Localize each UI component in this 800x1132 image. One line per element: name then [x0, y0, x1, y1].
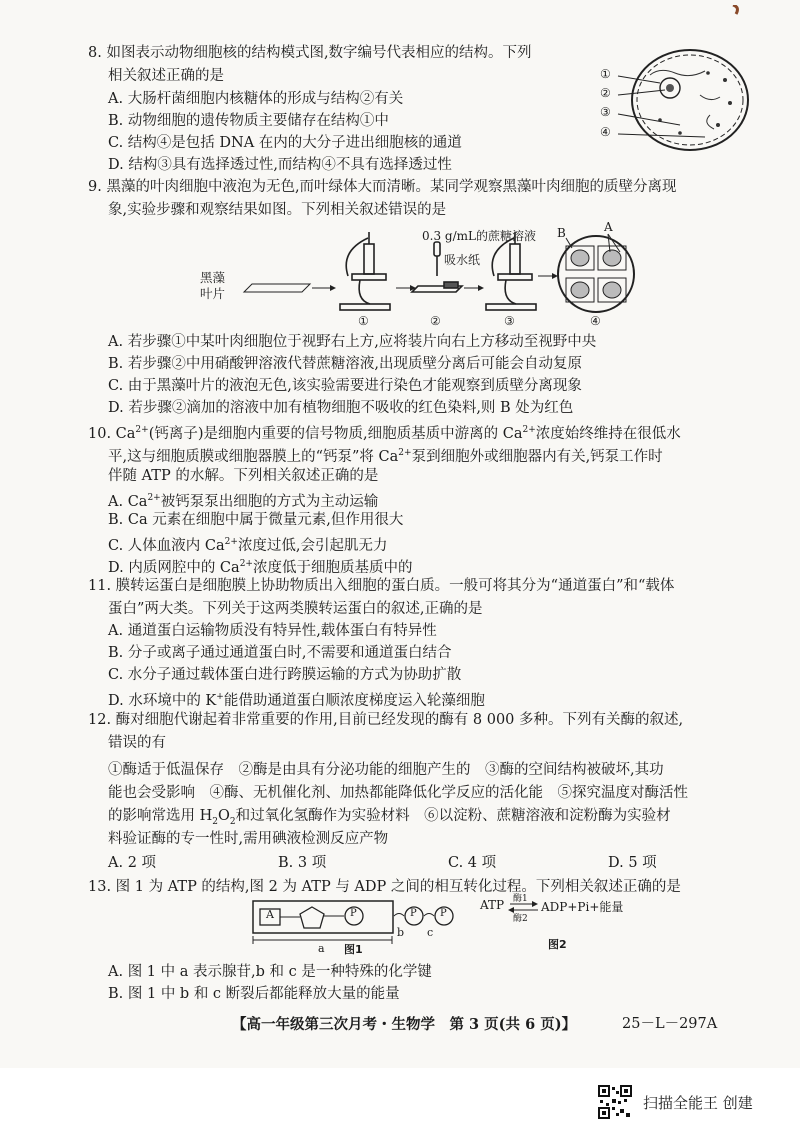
q9-option-b: B. 若步骤②中用硝酸钾溶液代替蔗糖溶液,出现质壁分离后可能会自动复原: [108, 356, 582, 372]
q11-option-a: A. 通道蛋白运输物质没有特异性,载体蛋白有特异性: [108, 623, 437, 639]
q10-text: 浓度过低,会引起肌无力: [237, 537, 388, 554]
plasmolysis-experiment-figure: [200, 220, 650, 332]
nucleus-label-1: ①: [600, 67, 611, 81]
q10-option-b: B. Ca 元素在细胞中属于微量元素,但作用很大: [108, 512, 404, 528]
q9-option-a: A. 若步骤①中某叶肉细胞位于视野右上方,应将装片向右上方移动至视野中央: [108, 334, 597, 350]
superscript: 2+: [239, 559, 253, 569]
superscript: 2+: [398, 448, 412, 458]
superscript: 2+: [522, 425, 536, 435]
nucleus-label-3: ③: [600, 105, 611, 119]
q10-text: 泵到细胞外或细胞器内有关,钙泵工作时: [411, 448, 663, 465]
step-3-label: ③: [504, 314, 515, 328]
q11-text: D. 水环境中的 K: [108, 692, 217, 709]
superscript: 2+: [135, 425, 149, 435]
superscript: +: [216, 692, 224, 702]
q12-stem-line2: 错误的有: [108, 735, 166, 751]
leaf-label-1: 黑藻: [200, 270, 226, 285]
q12-statements-line4: 料验证酶的专一性时,需用碘液检测反应产物: [108, 831, 389, 847]
q8-option-b: B. 动物细胞的遗传物质主要储存在结构①中: [108, 113, 389, 129]
q8-option-a: A. 大肠杆菌细胞内核糖体的形成与结构②有关: [108, 91, 404, 107]
subscript: 2: [229, 816, 236, 827]
segment-label-a: a: [318, 942, 325, 955]
enzyme-1-label: 酶1: [513, 894, 528, 904]
scanner-app-brand: 扫描全能王 创建: [643, 1094, 753, 1112]
q8-stem-line2: 相关叙述正确的是: [108, 68, 224, 84]
q10-text: 浓度低于细胞质基质中的: [252, 559, 413, 576]
q10-text: 被钙泵泵出细胞的方式为主动运输: [160, 493, 379, 510]
q11-text: 能借助通道蛋白顺浓度梯度运入轮藻细胞: [223, 692, 485, 709]
q12-stem-line1: 12. 酶对细胞代谢起着非常重要的作用,目前已经发现的酶有 8 000 多种。下列有关酶的叙述,: [88, 712, 684, 728]
q11-option-d: [108, 687, 485, 712]
q9-stem-line2: 象,实验步骤和观察结果如图。下列相关叙述错误的是: [108, 202, 447, 218]
q12-text: O: [218, 808, 230, 824]
q13-option-b: B. 图 1 中 b 和 c 断裂后都能释放大量的能量: [108, 986, 400, 1002]
q8-option-c: C. 结构④是包括 DNA 在内的大分子进出细胞核的通道: [108, 135, 462, 151]
q10-stem-line3: 伴随 ATP 的水解。下列相关叙述正确的是: [108, 468, 379, 484]
q12-option-c: C. 4 项: [448, 855, 497, 871]
q8-option-d: D. 结构③具有选择透过性,而结构④不具有选择透过性: [108, 157, 452, 173]
step-2-label: ②: [430, 314, 441, 328]
atp-label: ATP: [480, 898, 505, 912]
bond-label-c: c: [427, 926, 434, 939]
page-footer-title: 【高一年级第三次月考・生物学 第 3 页(共 6 页)】: [232, 1016, 577, 1033]
superscript: 2+: [147, 493, 161, 503]
q10-text: A. Ca: [108, 493, 148, 510]
q12-option-b: B. 3 项: [278, 855, 327, 871]
step-4-label: ④: [590, 314, 601, 328]
atp-phosphate-3: P: [440, 908, 447, 919]
q12-statements-line1: ①酶适于低温保存 ②酶是由具有分泌功能的细胞产生的 ③酶的空间结构被破坏,其功: [108, 762, 664, 778]
q13-option-a: A. 图 1 中 a 表示腺苷,b 和 c 是一种特殊的化学键: [108, 964, 432, 980]
figure-1-caption: 图1: [344, 943, 363, 956]
atp-adenine-box: A: [266, 908, 274, 921]
q12-text: 的影响常选用 H: [108, 808, 213, 824]
q10-text: 平,这与细胞质膜或细胞器膜上的“钙泵”将 Ca: [108, 448, 399, 465]
bond-label-b: b: [397, 926, 405, 939]
q10-text: D. 内质网腔中的 Ca: [108, 559, 240, 576]
fig-label-b: B: [557, 226, 566, 240]
atp-adp-conversion-figure-2: [480, 890, 640, 930]
enzyme-2-label: 酶2: [513, 914, 528, 924]
page-footer-code: 25－L－297A: [622, 1016, 718, 1032]
figure-2-caption: 图2: [548, 938, 567, 951]
q9-option-d: D. 若步骤②滴加的溶液中加有植物细胞不吸收的红色染料,则 B 处为红色: [108, 400, 574, 416]
q11-stem-line2: 蛋白”两大类。下列关于这两类膜转运蛋白的叙述,正确的是: [108, 601, 483, 617]
step-1-label: ①: [358, 314, 369, 328]
leaf-label-2: 叶片: [200, 286, 226, 301]
q13-stem: 13. 图 1 为 ATP 的结构,图 2 为 ATP 与 ADP 之间的相互转化过程。下列相关叙述正确的是: [88, 879, 681, 895]
q10-stem-line2: [108, 443, 663, 468]
q11-option-c: C. 水分子通过载体蛋白进行跨膜运输的方式为协助扩散: [108, 667, 462, 683]
nucleus-label-2: ②: [600, 86, 611, 100]
nucleus-structure-diagram: [600, 45, 750, 155]
q10-text: (钙离子)是细胞内重要的信号物质,细胞质基质中游离的 Ca: [148, 425, 523, 442]
q8-stem-line1: 8. 如图表示动物细胞核的结构模式图,数字编号代表相应的结构。下列: [88, 45, 532, 61]
qr-code-icon[interactable]: [598, 1085, 632, 1119]
q12-option-a: A. 2 项: [108, 855, 157, 871]
q10-stem-line1: [88, 420, 681, 445]
adp-products-label: ADP+Pi+能量: [541, 900, 624, 914]
superscript: 2+: [224, 537, 238, 547]
q12-option-d: D. 5 项: [608, 855, 657, 871]
atp-phosphate-1: P: [350, 908, 357, 919]
q11-option-b: B. 分子或离子通过通道蛋白时,不需要和通道蛋白结合: [108, 645, 452, 661]
q10-text: 10. Ca: [88, 425, 136, 442]
atp-phosphate-2: P: [410, 908, 417, 919]
q9-option-c: C. 由于黑藻叶片的液泡无色,该实验需要进行染色才能观察到质壁分离现象: [108, 378, 582, 394]
absorbent-paper-label: 吸水纸: [444, 253, 481, 267]
fig-label-a: A: [604, 220, 613, 234]
sucrose-solution-label: 0.3 g/mL的蔗糖溶液: [422, 229, 536, 243]
q12-text: 和过氧化氢酶作为实验材料 ⑥以淀粉、蔗糖溶液和淀粉酶为实验材: [235, 808, 671, 824]
q11-stem-line1: 11. 膜转运蛋白是细胞膜上协助物质出入细胞的蛋白质。一般可将其分为“通道蛋白”和“载体: [88, 578, 675, 594]
q9-stem-line1: 9. 黑藻的叶肉细胞中液泡为无色,而叶绿体大而清晰。某同学观察黑藻叶肉细胞的质壁分离现: [88, 179, 677, 195]
q10-text: C. 人体血液内 Ca: [108, 537, 225, 554]
page-corner-mark: [730, 0, 744, 10]
q12-statements-line2: 能也会受影响 ④酶、无机催化剂、加热都能降低化学反应的活化能 ⑤探究温度对酶活性: [108, 785, 688, 801]
nucleus-label-4: ④: [600, 125, 611, 139]
q10-text: 浓度始终维持在很低水: [535, 425, 681, 442]
subscript: 2: [212, 816, 218, 827]
